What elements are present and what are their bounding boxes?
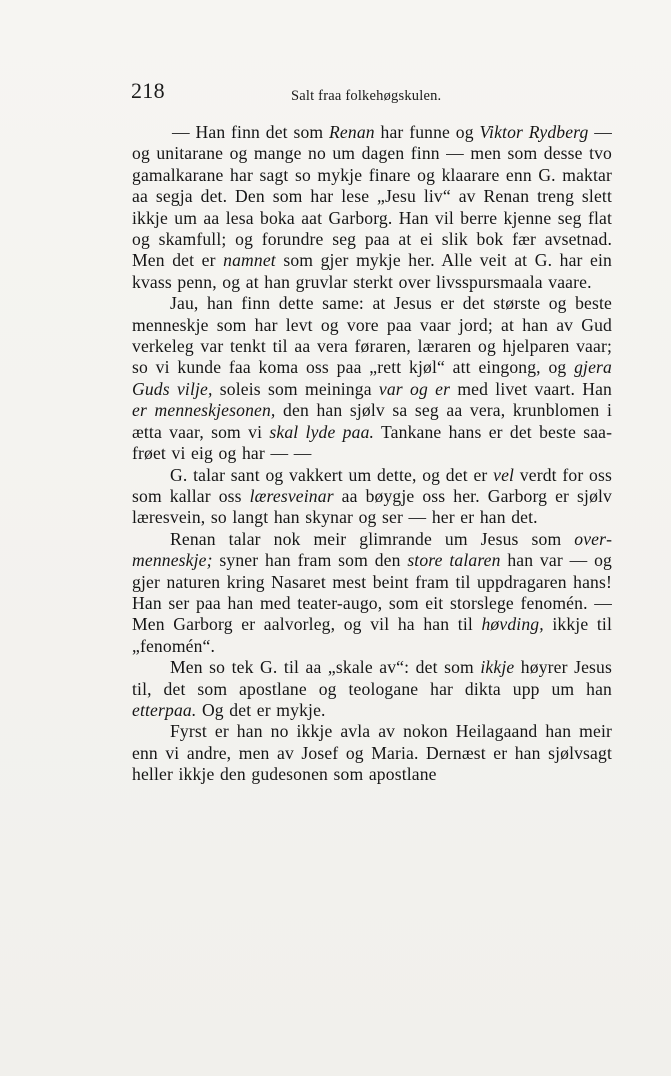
italic-text: var og er: [378, 378, 451, 399]
italic-text: Renan: [329, 122, 375, 142]
text-run: han var — og gjer naturen kring Nasaret mest beint fram til uppdragaren hans! Han ser paa han med teater-augo, som eit storslege fenomén. — Men Garborg er aalvorleg, og vil ha han til: [132, 550, 612, 635]
text-run: Men so tek G. til aa „skale av“: det som: [170, 657, 481, 678]
text-run: syner han fram som den: [212, 550, 408, 571]
paragraph: [132, 293, 612, 464]
italic-text: skal lyde paa.: [269, 421, 375, 442]
text-run: aa bøygje oss her. Garborg er sjølv læresvein, so langt han skynar og ser — her er han det.: [132, 485, 612, 528]
text-run: ikkje til „fenomén“.: [132, 614, 612, 656]
text-run: — Han finn det som: [172, 122, 330, 142]
text-run: den han sjølv sa seg aa vera, krunblomen i ætta vaar, som vi: [132, 400, 612, 442]
paragraph: [132, 465, 612, 529]
body-text: [132, 122, 612, 786]
text-run: G. talar sant og vakkert um dette, og det er: [170, 464, 494, 485]
italic-text: gjera Guds vilje,: [132, 357, 612, 399]
page-number: 218: [131, 78, 165, 103]
italic-text: store talaren: [407, 550, 501, 571]
italic-text: namnet: [223, 250, 276, 271]
italic-text: overmenneskje;: [132, 528, 612, 571]
italic-text: vel: [493, 464, 515, 485]
italic-text: læresveinar: [249, 485, 334, 506]
text-run: med livet vaart. Han: [450, 378, 612, 399]
text-run: Fyrst er han no ikkje avla av nokon Heilagaand han meir enn vi andre, men av Josef og Maria. Dernæst er han sjølvsagt heller ikkje den gudesonen som apostlane: [132, 721, 612, 785]
italic-text: etterpaa.: [132, 699, 197, 720]
paragraph: [132, 721, 612, 785]
paragraph: [132, 657, 612, 721]
text-run: Jau, han finn dette same: at Jesus er det største og beste menneskje som har levt og vore paa vaar jord; at han av Gud verkeleg var tenkt til aa vera føraren, læraren og hjelparen vaar; so vi kunde faa koma oss paa „rett kjøl“ att eingong, og: [132, 293, 612, 378]
paragraph: [132, 529, 612, 657]
text-run: har funne og: [374, 122, 480, 142]
text-run: soleis som meininga: [212, 378, 379, 399]
italic-text: Viktor Rydberg: [479, 122, 589, 142]
page-header: [131, 78, 611, 108]
text-run: — og unitarane og mange no um dagen finn — men som desse tvo gamalkarane har sagt so mykje finare og klaarare enn G. maktar aa segja det. Den som har lese „Jesu liv“ av Renan treng slett ikkje um aa lesa boka aat Garborg. Han vil berre kjenne seg flat og skamfull; og forundre seg paa at ei slik bok fær avsetnad. Men det er: [132, 122, 612, 271]
text-run: Og det er mykje.: [196, 699, 326, 720]
italic-text: høvding,: [481, 614, 544, 635]
italic-text: ikkje: [480, 657, 515, 678]
running-title: Salt fraa folkehøgskulen.: [291, 88, 442, 104]
italic-text: er menneskjesonen,: [132, 400, 276, 421]
text-run: som gjer mykje her. Alle veit at G. har ein kvass penn, og at han gruvlar sterkt over livsspursmaala vaare.: [132, 250, 612, 292]
text-run: verdt for oss som kallar oss: [132, 464, 612, 506]
text-run: høyrer Jesus til, det som apostlane og teologane har dikta upp um han: [132, 657, 612, 699]
paragraph: [132, 122, 612, 293]
text-run: Renan talar nok meir glimrande um Jesus som: [170, 528, 575, 549]
text-run: Tankane hans er det beste saafrøet vi eig og har — —: [132, 421, 612, 464]
